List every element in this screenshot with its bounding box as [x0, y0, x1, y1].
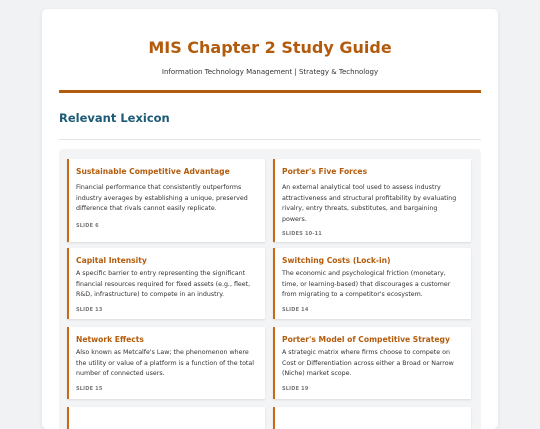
term-card: [67, 407, 265, 429]
slide-reference: SLIDE 15: [76, 385, 103, 392]
term-title: Sustainable Competitive Advantage: [76, 167, 230, 176]
term-title: Network Effects: [76, 335, 144, 344]
term-title: Switching Costs (Lock-in): [282, 256, 391, 265]
term-definition: An external analytical tool used to assess industry attractiveness and structural profitability by evaluating rivalry, entry threats, substitutes, and bargaining powers.: [282, 184, 457, 223]
term-card: [67, 248, 265, 319]
term-definition: A specific barrier to entry representing the significant financial resources required for fixed assets (e.g., fleet, R&D, infrastructure) to compete in an industry.: [76, 270, 251, 298]
section-heading: Relevant Lexicon: [59, 111, 170, 125]
term-definition: The economic and psychological friction (monetary, time, or learning-based) that discourages a customer from migrating to a competitor's ecosystem.: [282, 270, 451, 298]
lexicon-grid: [59, 149, 481, 429]
term-title: Porter's Model of Competitive Strategy: [282, 335, 450, 344]
term-definition: Financial performance that consistently outperforms industry averages by establishing a unique, preserved difference that rivals cannot easily replicate.: [76, 184, 248, 212]
term-card: [273, 248, 471, 319]
title-divider: [59, 90, 481, 93]
term-definition: Also known as Metcalfe's Law; the phenomenon where the utility or value of a platform is a function of the total number of connected users.: [76, 349, 254, 377]
term-definition: A strategic matrix where firms choose to compete on Cost or Differentiation across either a Broad or Narrow (Niche) market scope.: [282, 349, 454, 377]
slide-reference: SLIDE 14: [282, 306, 309, 313]
slide-reference: SLIDE 6: [76, 222, 99, 229]
term-card: [67, 327, 265, 399]
study-guide-page: [42, 9, 498, 429]
page-title: MIS Chapter 2 Study Guide: [148, 38, 392, 57]
term-card: [67, 159, 265, 242]
page-subtitle: Information Technology Management | Strategy & Technology: [161, 68, 379, 76]
term-title: Porter's Five Forces: [282, 167, 368, 176]
slide-reference: SLIDES 10-11: [282, 231, 322, 237]
term-card: [273, 407, 471, 429]
term-card: [273, 327, 471, 399]
slide-reference: SLIDE 19: [282, 385, 309, 392]
term-card: [273, 159, 471, 242]
section-divider: [59, 139, 481, 140]
slide-reference: SLIDE 13: [76, 306, 103, 313]
term-title: Capital Intensity: [76, 256, 147, 265]
